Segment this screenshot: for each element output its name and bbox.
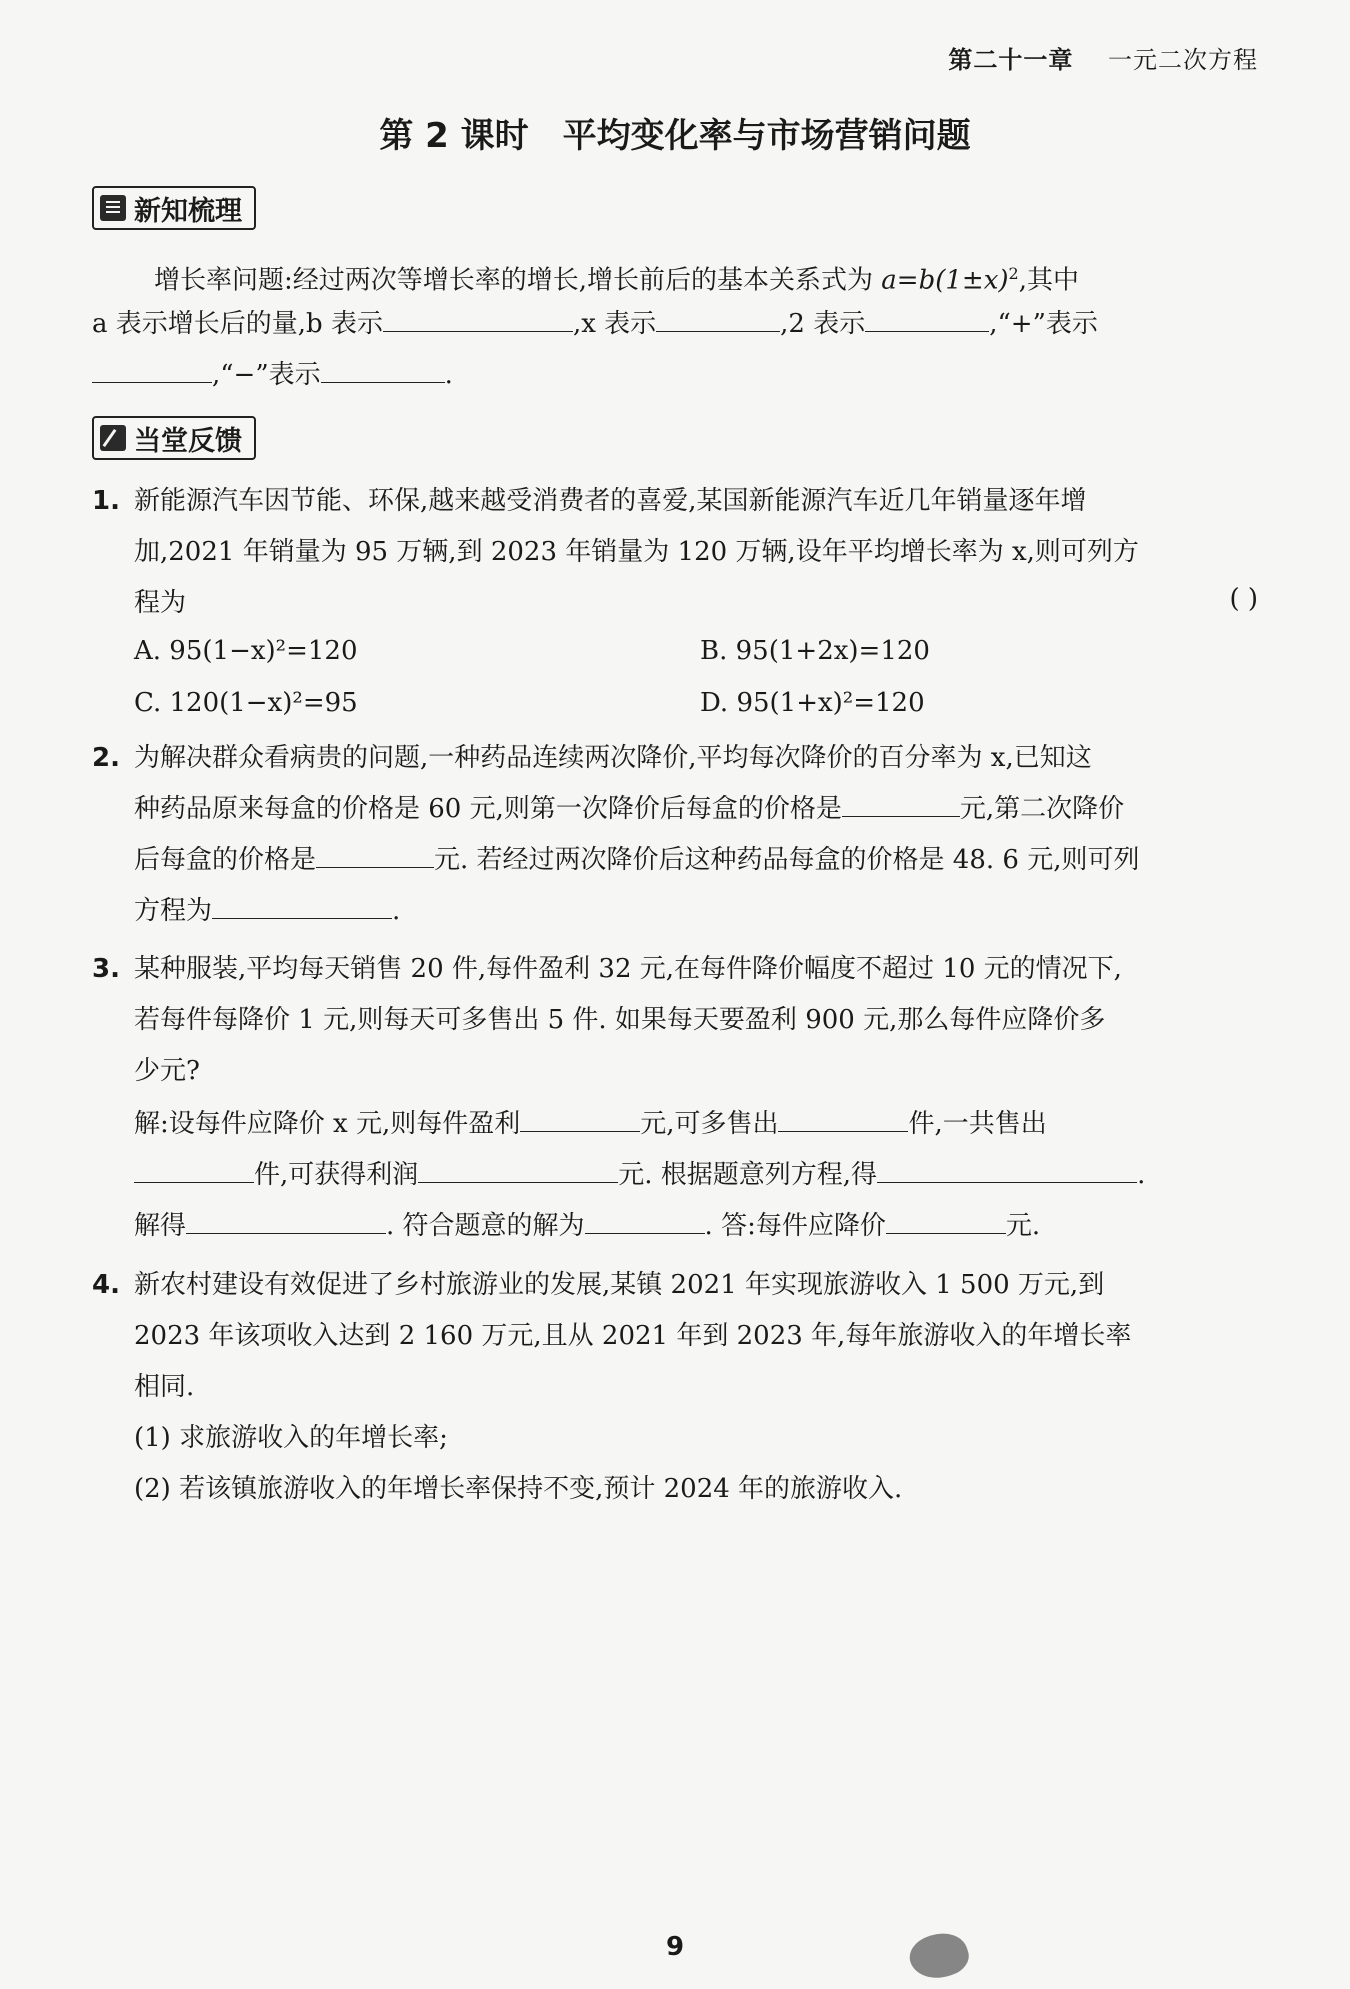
- answer-blank[interactable]: [418, 1156, 618, 1183]
- question-number: 3.: [92, 954, 120, 984]
- question-text: 相同.: [134, 1372, 195, 1402]
- answer-bracket[interactable]: ( ): [1229, 584, 1258, 614]
- question-text: 元. 若经过两次降价后这种药品每盒的价格是 48. 6 元,则可列: [434, 845, 1140, 875]
- solution-text: 件,可获得利润: [254, 1160, 419, 1190]
- solution-text: . 符合题意的解为: [386, 1211, 585, 1241]
- answer-blank[interactable]: [865, 305, 989, 332]
- growth-formula: a=b(1±x): [881, 265, 1009, 296]
- answer-blank[interactable]: [212, 892, 392, 919]
- question-text: .: [392, 896, 401, 926]
- knowledge-text: ,其中: [1018, 265, 1079, 296]
- knowledge-text: ,x 表示: [572, 309, 657, 339]
- lesson-title: [0, 108, 1350, 157]
- question-text: 程为: [134, 588, 187, 618]
- solution-text: 解:设每件应降价 x 元,则每件盈利: [134, 1109, 521, 1139]
- knowledge-line-3: [92, 350, 1258, 401]
- answer-blank[interactable]: [134, 1156, 254, 1183]
- answer-blank[interactable]: [877, 1156, 1137, 1183]
- question-number: 4.: [92, 1270, 120, 1300]
- page-number: 9: [665, 1932, 685, 1962]
- answer-blank[interactable]: [656, 305, 780, 332]
- question-text: 新能源汽车因节能、环保,越来越受消费者的喜爱,某国新能源汽车近几年销量逐年增: [134, 486, 1087, 516]
- answer-blank[interactable]: [316, 841, 434, 868]
- section-header-knowledge: [92, 186, 256, 230]
- chapter-topic: 一元二次方程: [1108, 46, 1258, 74]
- formula-exponent: 2: [1008, 264, 1019, 283]
- answer-blank[interactable]: [778, 1105, 908, 1132]
- solution-text: 元. 根据题意列方程,得: [618, 1160, 878, 1190]
- question-text: 2023 年该项收入达到 2 160 万元,且从 2021 年到 2023 年,每年旅游收入的年增长率: [134, 1321, 1132, 1351]
- answer-blank[interactable]: [585, 1207, 705, 1234]
- solution-text: 解得: [134, 1211, 187, 1241]
- solution-text: 元.: [1005, 1211, 1041, 1241]
- solution-text: 件,一共售出: [908, 1109, 1047, 1139]
- option-d[interactable]: D. 95(1+x)²=120: [700, 688, 925, 718]
- answer-blank[interactable]: [842, 790, 960, 817]
- knowledge-text: ,2 表示: [780, 309, 866, 339]
- knowledge-line-1: [92, 248, 1258, 307]
- question-text: 加,2021 年销量为 95 万辆,到 2023 年销量为 120 万辆,设年平均增长率为 x,则可列方: [134, 537, 1139, 567]
- question-text: 为解决群众看病贵的问题,一种药品连续两次降价,平均每次降价的百分率为 x,已知这: [134, 743, 1092, 773]
- section-header-feedback: [92, 416, 256, 460]
- knowledge-text: a 表示增长后的量,b 表示: [92, 309, 383, 339]
- sub-question-1: (1) 求旅游收入的年增长率;: [134, 1423, 448, 1453]
- knowledge-line-2: [92, 299, 1258, 350]
- knowledge-text: 增长率问题:经过两次等增长率的增长,增长前后的基本关系式为: [154, 265, 874, 296]
- solution-text: 元,可多售出: [640, 1109, 779, 1139]
- book-icon: [100, 195, 126, 221]
- answer-blank[interactable]: [321, 356, 445, 383]
- question-4: [134, 1260, 1258, 1515]
- answer-blank[interactable]: [92, 356, 212, 383]
- question-1: [134, 476, 1258, 629]
- running-head: [948, 40, 1258, 75]
- question-number: 1.: [92, 486, 120, 516]
- answer-blank[interactable]: [383, 305, 573, 332]
- option-c[interactable]: C. 120(1−x)²=95: [134, 688, 358, 718]
- chapter-label: 第二十一章: [948, 46, 1074, 74]
- question-3: [134, 944, 1258, 1252]
- knowledge-text: .: [444, 360, 453, 390]
- option-b[interactable]: B. 95(1+2x)=120: [700, 636, 930, 666]
- question-text: 若每件每降价 1 元,则每天可多售出 5 件. 如果每天要盈利 900 元,那么每件应降价多: [134, 1005, 1106, 1035]
- question-number: 2.: [92, 743, 120, 773]
- sub-question-2: (2) 若该镇旅游收入的年增长率保持不变,预计 2024 年的旅游收入.: [134, 1474, 903, 1504]
- question-text: 少元?: [134, 1056, 200, 1086]
- question-text: 某种服装,平均每天销售 20 件,每件盈利 32 元,在每件降价幅度不超过 10 元的情况下,: [134, 954, 1122, 984]
- answer-blank[interactable]: [186, 1207, 386, 1234]
- knowledge-text: ,“+”表示: [989, 309, 1098, 339]
- knowledge-text: ,“−”表示: [212, 360, 321, 390]
- lesson-label: 第 2 课时: [379, 116, 529, 156]
- solution-text: . 答:每件应降价: [704, 1211, 886, 1241]
- question-2: [134, 733, 1258, 937]
- lesson-name: 平均变化率与市场营销问题: [562, 116, 971, 156]
- option-a[interactable]: A. 95(1−x)²=120: [134, 636, 358, 666]
- question-text: 后每盒的价格是: [134, 845, 317, 875]
- question-text: 元,第二次降价: [959, 794, 1125, 824]
- section-title-knowledge: 新知梳理: [134, 195, 242, 227]
- answer-blank[interactable]: [886, 1207, 1006, 1234]
- question-text: 新农村建设有效促进了乡村旅游业的发展,某镇 2021 年实现旅游收入 1 500 万元,到: [134, 1270, 1105, 1300]
- solution-text: .: [1137, 1160, 1146, 1190]
- question-text: 种药品原来每盒的价格是 60 元,则第一次降价后每盒的价格是: [134, 794, 842, 824]
- answer-blank[interactable]: [520, 1105, 640, 1132]
- section-title-feedback: 当堂反馈: [134, 425, 242, 457]
- pen-icon: [100, 425, 126, 451]
- question-text: 方程为: [134, 896, 213, 926]
